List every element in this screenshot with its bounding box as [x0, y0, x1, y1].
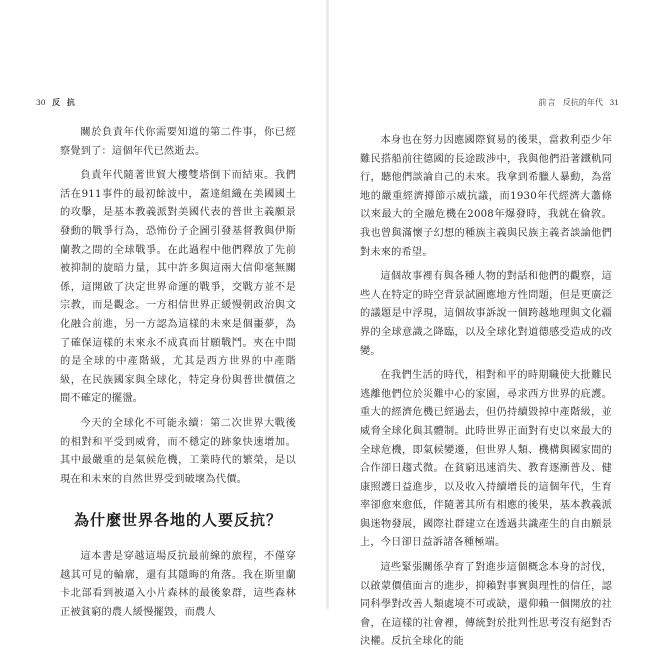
paragraph: 在我們生活的時代，相對和平的時期職使大批難民逃離他們位於災難中心的家園，尋求西方世界的庇護。重大的經濟危機已經過去，但仍持續毀掉中產階級，並威脅全球化與其體制。此時世界正面對有史以來最大的全球危機，即氣候變遷，但世界人類、機構與國家間的合作卻日趨式微。在貧窮迅速消失、教育逐漸普及、健康照護日益進步，以及收入持續增長的這個年代，生育率卻愈來愈低，伴隨著其所有相應的後果，基本教義派與迷物發展，國際社群建立在透過共識產生的自由願景上，今日卻日益訴諸各種極端。	[360, 370, 612, 549]
paragraph: 負責年代隨著世貿大樓雙塔倒下而結束。我們活在911事件的最初餘波中，蓋達組織在美國國土的攻擊，是基本教義派對美國代表的普世主義願景發動的戰爭行為，恐怖份子企圖引發基督教與伊斯蘭教之間的全球戰爭。在此過程中他們釋放了先前被抑制的旋暗力量，其中許多與這兩大信仰毫無關係，這開啟了決定世界命運的戰爭，交戰方並不是宗教，而是觀念。一方相信世界正緩慢朝政治與文化融合前進，另一方認為這樣的未來是個噩夢，為了確保這樣的未來永不成真而甘願戰鬥。夾在中間的是全球的中產階級，尤其是西方世界的中產階級，在民族國家與全球化，特定身份與普世價值之間不確定的擺盪。	[60, 170, 296, 405]
right-page	[328, 0, 655, 648]
left-body-text	[60, 124, 296, 629]
right-page-number: 31	[609, 98, 619, 107]
paragraph: 今天的全球化不可能永續：第二次世界大戰後的相對和平受到威脅，而不穩定的跡象快速增加。其中最嚴重的是氣候危機，工業時代的繁榮，是以現在和未來的自然世界受到破壞為代價。	[60, 417, 296, 485]
paragraph: 關於負責年代你需要知道的第二件事，你已經察覺到了：這個年代已然逝去。	[60, 127, 296, 157]
left-page	[0, 0, 327, 619]
left-page-number: 30	[36, 98, 46, 107]
left-running-title: 反 抗	[52, 97, 77, 107]
left-running-head	[32, 97, 77, 108]
right-running-subtitle: 反抗的年代	[562, 98, 603, 107]
right-body-text	[360, 132, 612, 658]
paragraph: 這本書是穿越這場反抗最前線的旅程，不僅穿越其可見的輪廓，還有其隱晦的角落。我在斯里蘭卡北部看到被逼入小片森林的最後象群，這些森林正被貧窮的農人緩慢擺毀，而農人	[60, 551, 296, 619]
paragraph: 這個故事裡有與各種人物的對話和他們的觀察，這些人在特定的時空背景試圖應地方性問題，但是更廣泛的議題是中浮現，這個故事訴說一個跨越地理與文化疆界的全球意識之降臨，以及全球化對道德感受造成的改變。	[360, 271, 612, 357]
paragraph: 本身也在努力因應國際貿易的後果，當救利亞少年難民搭船前往德國的長途跋涉中，我與他們沿著鐵軌同行，聽他們談論自己的未來。我拿到希臘人暴動，為當地的嚴重經濟撙節示威抗議，而1930年代經濟大蕭條以來最大的全融危機在2008年爆發時，我就在倫敦。我也曾與滿懷子幻想的種族主義與民族主義者談論他們對未來的希望。	[360, 135, 612, 258]
paragraph: 這些緊張關係孕育了對進步這個概念本身的討伐，以啟蒙價值面言的進步，抑賴對事實與理性的信任，認同科學對改善人類處境不可或缺，還仰賴一個開放的社會，在這樣的社會裡，傳統對於批判性思考沒有絕對否決權。反抗全球化的能	[360, 562, 612, 648]
right-running-chapter: 前言	[538, 98, 557, 107]
section-heading: 為什麼世界各地的人要反抗？	[73, 511, 282, 530]
right-running-head	[538, 97, 623, 108]
